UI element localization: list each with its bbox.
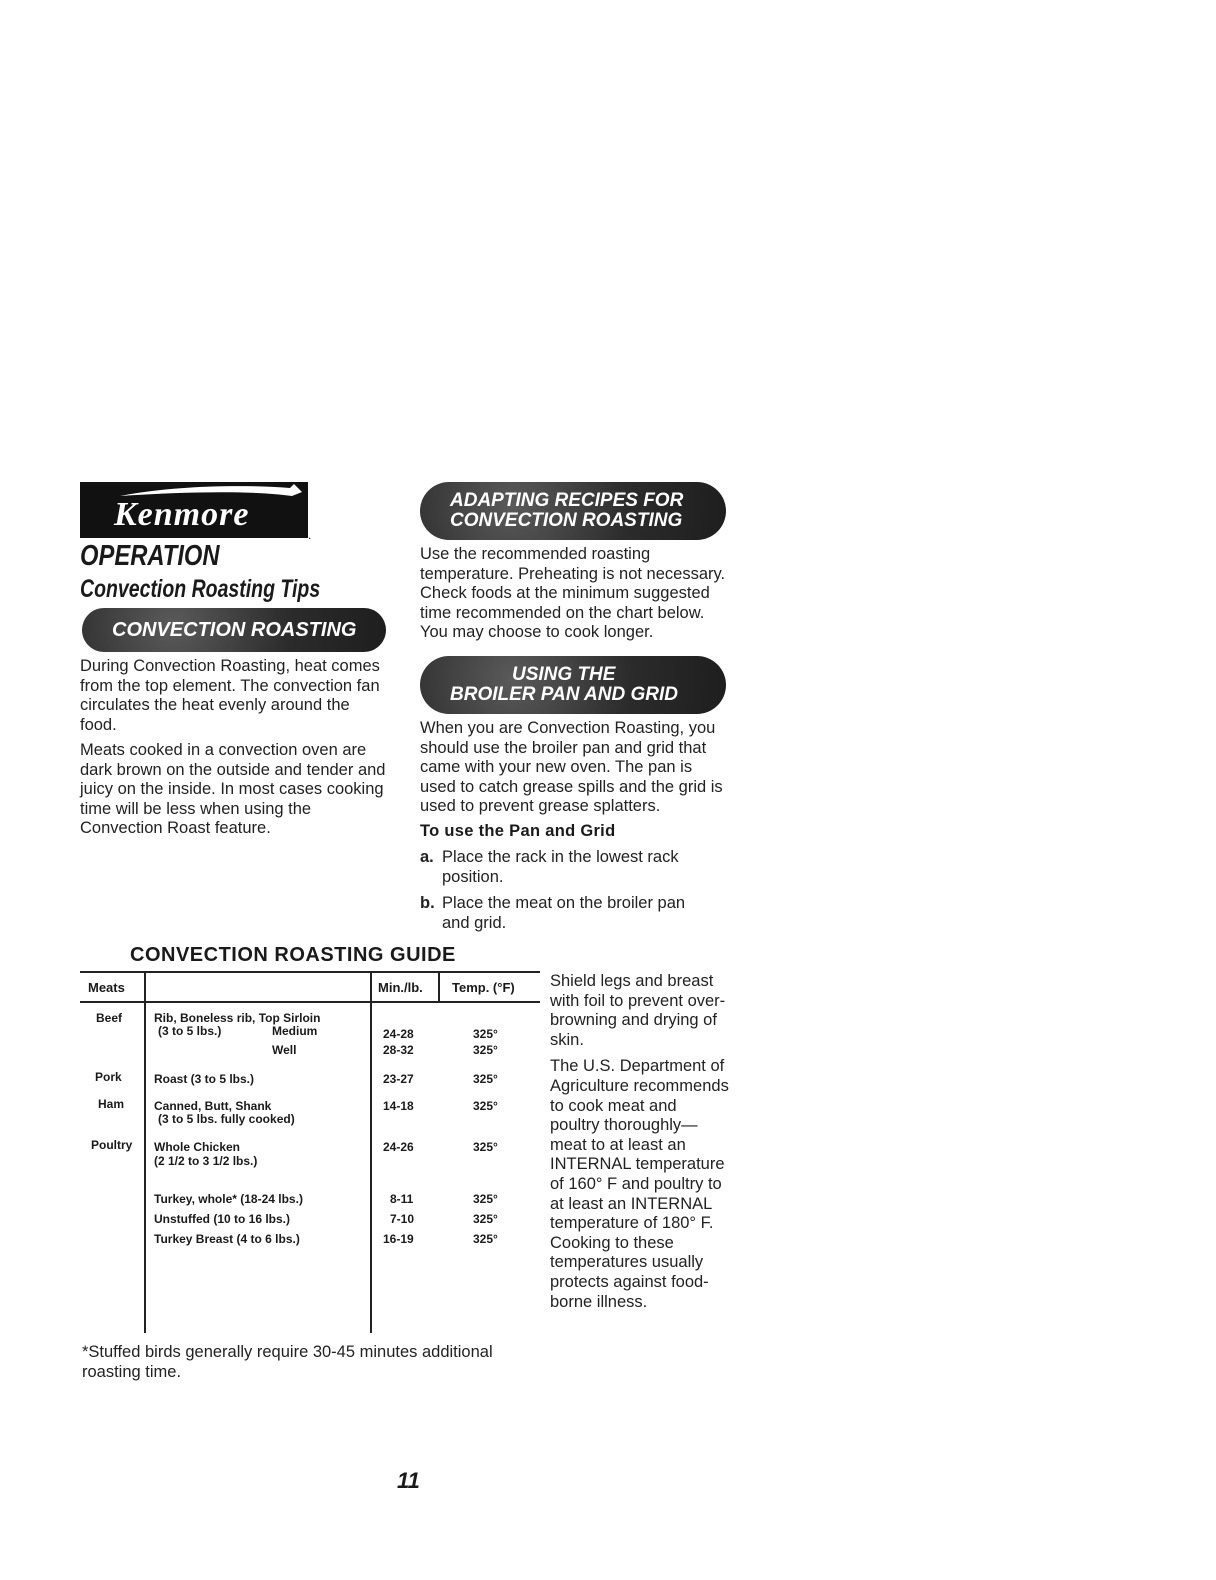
table-divider-3	[438, 971, 440, 1003]
side-notes	[550, 972, 730, 1319]
beef-well: Well	[272, 1043, 297, 1057]
chicken-desc-1: Whole Chicken	[154, 1140, 241, 1154]
broiler-heading-line-2: BROILER PAN AND GRID	[450, 684, 678, 705]
unstuffed-temp: 325°	[473, 1212, 498, 1226]
breast-temp: 325°	[473, 1232, 498, 1246]
adapting-heading-line-1: ADAPTING RECIPES FOR	[450, 490, 684, 512]
logo-text: Kenmore	[114, 496, 250, 533]
page-number: 11	[397, 1468, 420, 1493]
beef-well-temp: 325°	[473, 1043, 498, 1057]
breast-min: 16-19	[383, 1232, 414, 1246]
footnote: *Stuffed birds generally require 30-45 minutes additional roasting time.	[82, 1343, 493, 1381]
broiler-pan-heading	[420, 656, 726, 714]
adapting-recipes-heading	[420, 482, 726, 540]
broiler-heading-line-1: USING THE	[512, 664, 616, 686]
ham-desc-1: Canned, Butt, Shank	[154, 1099, 272, 1113]
adapting-heading-line-2: CONVECTION ROASTING	[450, 510, 683, 531]
beef-desc-2: (3 to 5 lbs.)	[158, 1024, 222, 1038]
table-divider-1	[144, 971, 146, 1333]
unstuffed-desc: Unstuffed (10 to 16 lbs.)	[154, 1212, 291, 1226]
beef-medium: Medium	[272, 1024, 318, 1038]
logo-trademark-dot: .	[308, 528, 312, 542]
pan-grid-subheading: To use the Pan and Grid	[420, 822, 616, 840]
meat-pork: Pork	[95, 1070, 122, 1084]
table-top-rule	[80, 971, 540, 973]
turkey-min: 8-11	[390, 1192, 414, 1206]
beef-medium-temp: 325°	[473, 1027, 498, 1041]
side-note-2: The U.S. Department of Agriculture recommends to cook meat and poultry thoroughly—meat to at least an INTERNAL temperature of 160° F and poultry to at least an INTERNAL temperature of 180° F. Cooking to these temperatures usually protects against food-borne illness.	[550, 1057, 729, 1311]
beef-well-min: 28-32	[383, 1043, 414, 1057]
ham-temp: 325°	[473, 1099, 498, 1113]
breast-desc: Turkey Breast (4 to 6 lbs.)	[154, 1232, 300, 1246]
section-title: OPERATION	[80, 540, 220, 572]
meat-poultry: Poultry	[91, 1138, 133, 1152]
convection-roasting-heading	[82, 608, 386, 652]
unstuffed-min: 7-10	[390, 1212, 415, 1226]
meat-ham: Ham	[98, 1097, 125, 1111]
beef-medium-min: 24-28	[383, 1027, 414, 1041]
roasting-guide-table	[80, 971, 540, 1333]
ham-desc-2: (3 to 5 lbs. fully cooked)	[158, 1112, 295, 1126]
step-a-text: Place the rack in the lowest rack position.	[442, 848, 679, 886]
side-note-1: Shield legs and breast with foil to prevent over-browning and drying of skin.	[550, 972, 726, 1049]
table-divider-2	[370, 971, 372, 1333]
adapting-para: Use the recommended roasting temperature. Preheating is not necessary. Check foods at the minimum suggested time recommended on the chart below. You may choose to cook longer.	[420, 545, 726, 642]
turkey-temp: 325°	[473, 1192, 498, 1206]
step-b	[420, 894, 710, 933]
step-a-label: a.	[420, 848, 434, 866]
step-a	[420, 848, 710, 887]
step-b-label: b.	[420, 894, 435, 912]
chicken-min: 24-26	[383, 1140, 414, 1154]
kenmore-logo	[80, 482, 308, 538]
pork-temp: 325°	[473, 1072, 498, 1086]
meat-beef: Beef	[96, 1011, 123, 1025]
convection-para-2: Meats cooked in a convection oven are dark brown on the outside and tender and juicy on the inside. In most cases cooking time will be less when using the Convection Roast feature.	[80, 741, 386, 838]
table-header-rule	[80, 1001, 540, 1003]
step-b-text: Place the meat on the broiler pan and grid.	[442, 894, 686, 932]
broiler-para: When you are Convection Roasting, you should use the broiler pan and grid that came with your new oven. The pan is used to catch grease spills and the grid is used to prevent grease splatters.	[420, 719, 723, 816]
beef-desc-1: Rib, Boneless rib, Top Sirloin	[154, 1011, 321, 1025]
col-header-min: Min./lb.	[378, 980, 423, 995]
ham-min: 14-18	[383, 1099, 414, 1113]
chicken-desc-2: (2 1/2 to 3 1/2 lbs.)	[154, 1154, 258, 1168]
col-header-temp: Temp. (°F)	[452, 980, 515, 995]
col-header-meats: Meats	[88, 980, 125, 995]
chicken-temp: 325°	[473, 1140, 498, 1154]
convection-para-1: During Convection Roasting, heat comes from the top element. The convection fan circulates the heat evenly around the food.	[80, 657, 380, 734]
convection-roasting-heading-text: CONVECTION ROASTING	[112, 618, 357, 641]
pork-desc: Roast (3 to 5 lbs.)	[154, 1072, 255, 1086]
page-subtitle: Convection Roasting Tips	[80, 575, 321, 603]
roasting-guide-title: CONVECTION ROASTING GUIDE	[130, 944, 456, 966]
turkey-desc: Turkey, whole* (18-24 lbs.)	[154, 1192, 303, 1206]
pork-min: 23-27	[383, 1072, 414, 1086]
